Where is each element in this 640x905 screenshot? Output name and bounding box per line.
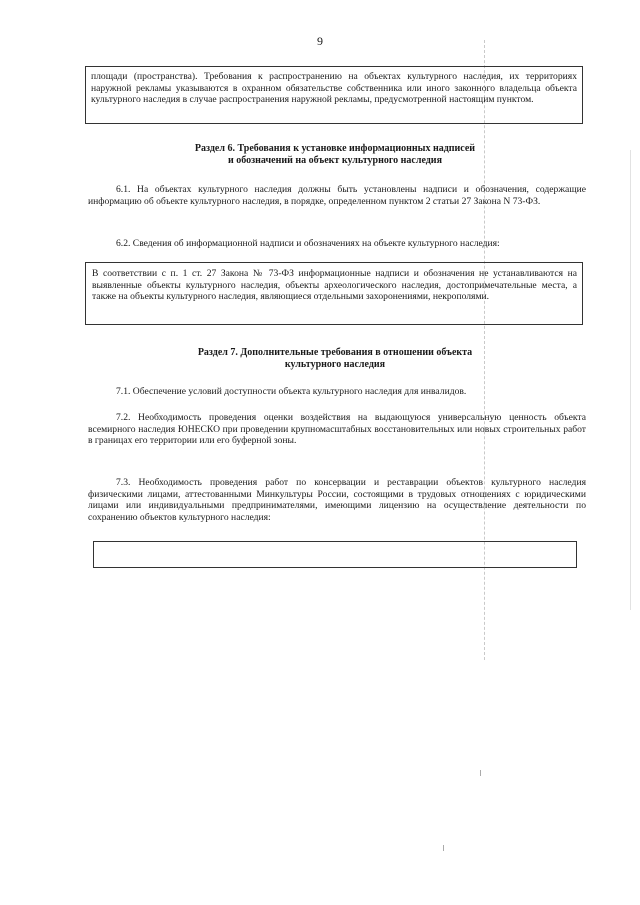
advertising-requirements-text: площади (пространства). Требования к распространению на объектах культурного наследия, их территориях наружной рекламы указываются в охранном обязательстве собственника или иного законного владельца объекта культурного наследия в случае распространения наружной рекламы, предусмотренной настоящим пунктом. [91, 71, 577, 106]
paragraph-6-1: 6.1. На объектах культурного наследия должны быть установлены надписи и обозначения, содержащие информацию об объекте культурного наследия, в порядке, определенном пунктом 2 статьи 27 Закона N 73-ФЗ. [88, 184, 586, 207]
section-6-title-line-1: Раздел 6. Требования к установке информационных надписей [194, 143, 476, 154]
information-signs-box [85, 262, 583, 325]
advertising-requirements-box [85, 66, 583, 124]
information-signs-text: В соответствии с п. 1 ст. 27 Закона № 73-ФЗ информационные надписи и обозначения не устанавливаются на выявленные объекты культурного наследия, объекты археологического наследия, достопримечательные места, а также на объекты культурного наследия, являющиеся отдельными захоронениями, некрополями. [92, 268, 577, 303]
section-6-heading [120, 143, 550, 166]
scan-edge-mark [630, 150, 631, 610]
paragraph-7-3: 7.3. Необходимость проведения работ по консервации и реставрации объектов культурного наследия физическими лицами, аттестованными Минкультуры России, состоящими в трудовых отношениях с юридическими лицами или индивидуальными предпринимателями, имеющими лицензию на осуществление деятельности по сохранению объектов культурного наследия: [88, 477, 586, 523]
restoration-details-box [93, 541, 577, 568]
paragraph-6-2: 6.2. Сведения об информационной надписи и обозначениях на объекте культурного наследия: [116, 238, 500, 249]
paragraph-7-2: 7.2. Необходимость проведения оценки воздействия на выдающуюся универсальную ценность объекта всемирного наследия ЮНЕСКО при проведении крупномасштабных восстановительных или новых строительных работ в границах его территории или его буферной зоны. [88, 412, 586, 447]
scan-speck [480, 770, 481, 776]
section-6-title-line-2: и обозначений на объект культурного наследия [228, 154, 442, 166]
section-7-title-line-2: культурного наследия [284, 358, 386, 370]
section-7-title-line-1: Раздел 7. Дополнительные требования в отношении объекта [197, 347, 473, 358]
scan-speck [443, 845, 444, 851]
page-number: 9 [317, 34, 323, 48]
paragraph-7-1: 7.1. Обеспечение условий доступности объекта культурного наследия для инвалидов. [116, 386, 467, 397]
section-7-heading [120, 347, 550, 370]
